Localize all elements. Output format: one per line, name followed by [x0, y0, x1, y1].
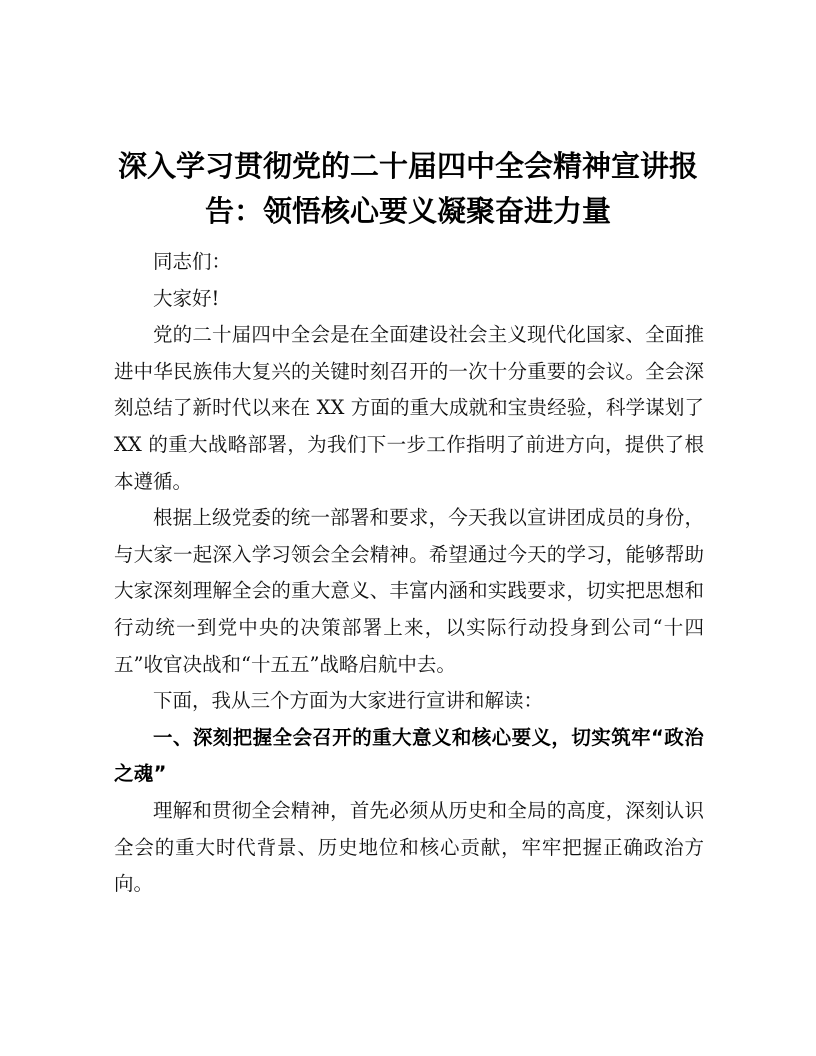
document-title: 深入学习贯彻党的二十届四中全会精神宣讲报告：领悟核心要义凝聚奋进力量 — [117, 149, 698, 228]
salutation: 同志们： — [153, 250, 232, 273]
greeting: 大家好! — [153, 286, 220, 310]
document-body — [114, 244, 704, 903]
body-paragraph: 根据上级党委的统一部署和要求，今天我以宣讲团成员的身份，与大家一起深入学习领会全会精神。希望通过今天的学习，能够帮助大家深刻理解全会的重大意义、丰富内涵和实践要求，切实把思想和行动统一到党中央的决策部署上来，以实际行动投身到公司“十四五”收官决战和“十五五”战略启航中去。 — [114, 506, 704, 676]
body-paragraph: 党的二十届四中全会是在全面建设社会主义现代化国家、全面推进中华民族伟大复兴的关键时刻召开的一次十分重要的会议。全会深刻总结了新时代以来在 XX 方面的重大成就和宝贵经验，科学谋划了 XX 的重大战略部署，为我们下一步工作指明了前进方向，提供了根本遵循。 — [114, 323, 704, 493]
body-paragraph: 理解和贯彻全会精神，首先必须从历史和全局的高度，深刻认识全会的重大时代背景、历史地位和核心贡献，牢牢把握正确政治方向。 — [114, 798, 704, 896]
section-heading: 一、深刻把握全会召开的重大意义和核心要义，切实筑牢“政治之魂” — [114, 725, 704, 786]
body-paragraph: 下面，我从三个方面为大家进行宣讲和解读： — [153, 689, 544, 713]
